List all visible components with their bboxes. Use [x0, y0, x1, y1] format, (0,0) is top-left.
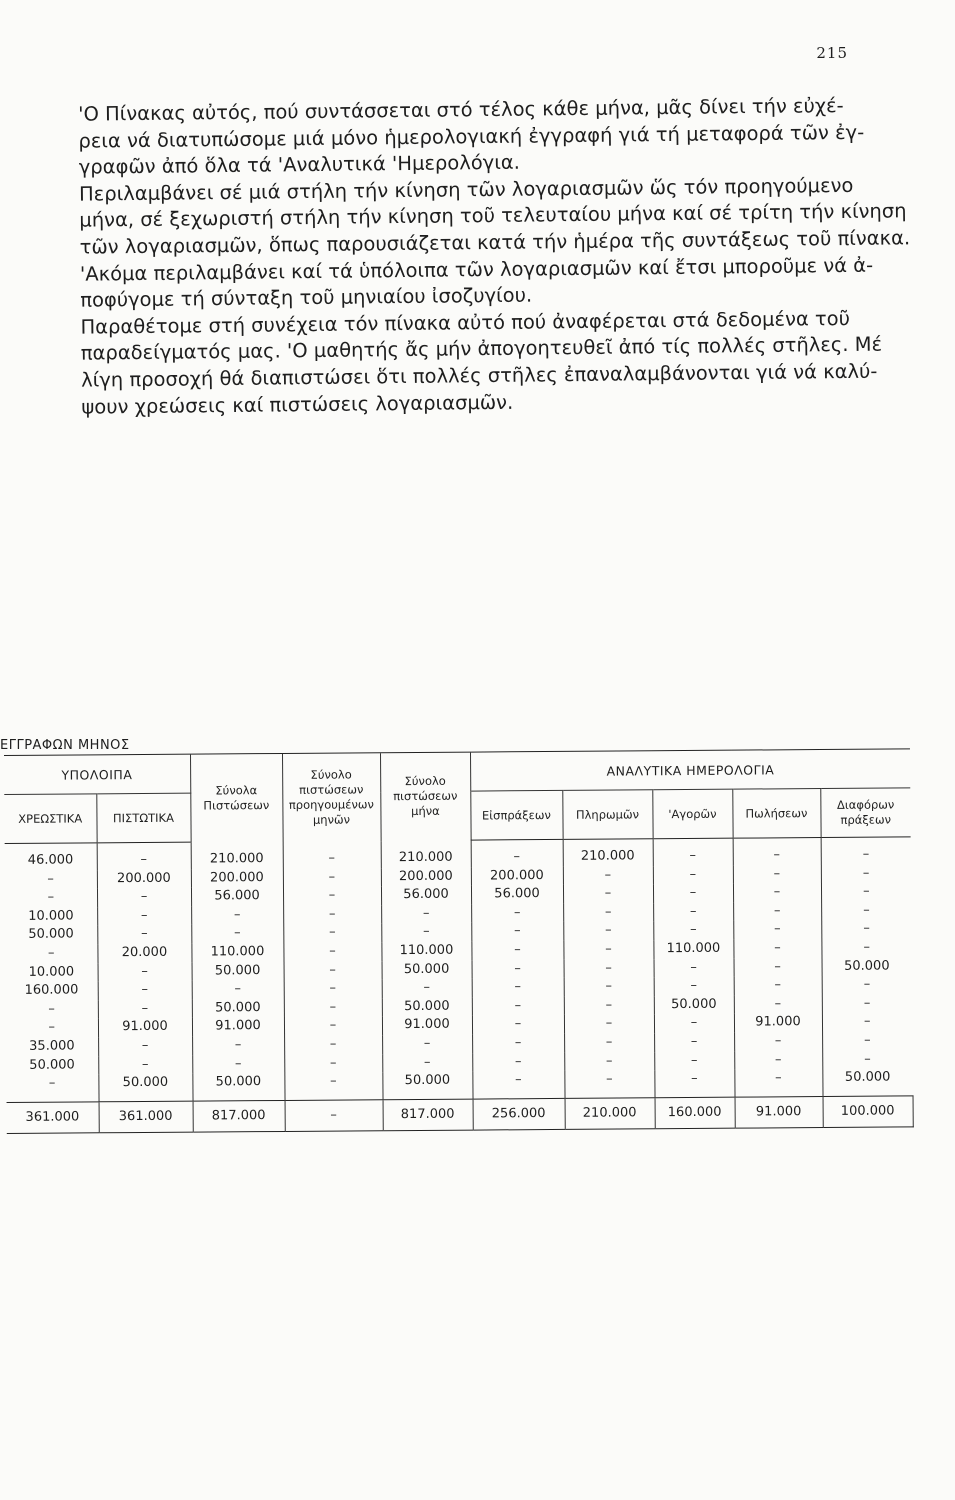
- table-cell: 35.000: [29, 1038, 75, 1054]
- table-cell: 91.000: [382, 1016, 472, 1035]
- table-cell: –: [284, 979, 382, 998]
- table-cell: –: [48, 1075, 56, 1091]
- table-cell: –: [284, 1072, 382, 1100]
- table-cell: –: [472, 997, 564, 1016]
- ledger-table-wrapper: [4, 748, 913, 1133]
- table-cell: –: [47, 945, 55, 961]
- table-cell: 50.000: [822, 957, 912, 976]
- table-cell: –: [382, 1035, 472, 1054]
- header-debits: ΧΡΕΩΣΤΙΚΑ: [4, 794, 96, 844]
- table-cell: 50.000: [822, 1068, 912, 1096]
- table-cell: –: [654, 958, 734, 977]
- total-cell: 91.000: [735, 1096, 823, 1128]
- header-total-credits: Σύνολα Πιστώσεων: [190, 753, 283, 842]
- table-cell: –: [822, 994, 912, 1013]
- table-cell: –: [191, 906, 283, 925]
- table-cell: 50.000: [192, 1073, 284, 1101]
- table-cell: –: [653, 921, 733, 940]
- table-cell: –: [192, 980, 284, 999]
- table-cell: –: [472, 978, 564, 997]
- table-cell: –: [283, 905, 381, 924]
- table-cell: –: [472, 1052, 564, 1071]
- text-line: Περιλαμβάνει σέ μιά στήλη τήν κίνηση τῶν λογαριασμῶν ὥς τόν προηγούμενο: [78, 173, 854, 206]
- table-cell: –: [653, 838, 733, 866]
- header-sales: Πωλήσεων: [732, 789, 820, 839]
- table-cell: –: [471, 941, 563, 960]
- text-line: 'Ακόμα περιλαμβάνει καί τά ὑπόλοιπα τῶν λογαριασμῶν καί ἔτσι μποροῦμε νά ἀ-: [79, 253, 874, 286]
- totals-row: [7, 1096, 913, 1134]
- table-cell: 200.000: [381, 867, 471, 886]
- table-cell: –: [822, 1050, 912, 1069]
- table-cell: –: [734, 1051, 822, 1070]
- total-cell: 361.000: [7, 1102, 99, 1134]
- table-cell: –: [821, 938, 911, 957]
- table-cell: –: [733, 838, 821, 866]
- total-cell: 817.000: [383, 1099, 473, 1131]
- journals-group-header: ΑΝΑΛΥΤΙΚΑ ΗΜΕΡΟΛΟΓΙΑ: [470, 749, 910, 791]
- table-cell: 10.000: [28, 908, 74, 924]
- table-cell: –: [472, 959, 564, 978]
- table-cell: –: [653, 884, 733, 903]
- table-cell: –: [283, 924, 381, 943]
- table-cell: –: [734, 995, 822, 1014]
- table-cell: –: [284, 1017, 382, 1036]
- text-line: ποφύγομε τή σύνταξη τοῦ μηνιαίου ἰσοζυγίου.: [80, 283, 533, 312]
- table-cell: –: [381, 923, 471, 942]
- table-cell: 50.000: [382, 960, 472, 979]
- page-number: 215: [816, 44, 848, 62]
- table-cell: –: [98, 962, 192, 981]
- table-cell: –: [471, 922, 563, 941]
- table-cell: 200.000: [191, 869, 283, 888]
- text-line: μήνα, σέ ξεχωριστή στήλη τήν κίνηση τοῦ τελευταίου μήνα καί σέ τρίτη τήν κίνηση: [79, 199, 907, 233]
- table-cell: –: [471, 839, 563, 867]
- table-cell: –: [733, 939, 821, 958]
- text-line: γραφῶν ἀπό ὅλα τά 'Αναλυτικά 'Ημερολόγια.: [78, 150, 521, 179]
- ledger-body: [5, 837, 913, 1102]
- table-cell: –: [97, 906, 191, 925]
- table-cell: 200.000: [97, 869, 191, 888]
- table-cell: 110.000: [191, 943, 283, 962]
- table-cell: –: [472, 1015, 564, 1034]
- total-cell: –: [285, 1099, 383, 1131]
- table-cell: –: [563, 884, 653, 903]
- text-line: Παραθέτομε στή συνέχεια τόν πίνακα αὐτό πού ἀναφέρεται στά δεδομένα τοῦ: [80, 306, 851, 339]
- table-cell: 91.000: [98, 1018, 192, 1037]
- table-cell: –: [48, 1019, 56, 1036]
- table-cell: –: [821, 864, 911, 883]
- paragraph-1: [50, 92, 911, 182]
- table-cell: –: [192, 1036, 284, 1055]
- table-caption: ΕΓΓΡΑΦΩΝ ΜΗΝΟΣ: [0, 738, 130, 753]
- table-cell: –: [382, 979, 472, 998]
- total-cell: 210.000: [565, 1097, 655, 1129]
- table-cell: –: [98, 999, 192, 1018]
- table-cell: –: [822, 1013, 912, 1032]
- table-cell: 50.000: [28, 926, 74, 943]
- table-cell: –: [821, 883, 911, 902]
- table-cell: –: [654, 977, 734, 996]
- total-cell: 100.000: [823, 1096, 913, 1128]
- table-cell: 110.000: [381, 942, 471, 961]
- table-cell: 210.000: [381, 840, 471, 868]
- body-text: [50, 92, 914, 421]
- header-misc: Διαφόρων πράξεων: [820, 788, 910, 838]
- table-cell: –: [563, 922, 653, 941]
- table-cell: 50.000: [98, 1074, 192, 1102]
- text-line: λίγη προσοχή θά διαπιστώσει ὅτι πολλές στῆλες ἐπαναλαμβάνονται γιά νά καλύ-: [81, 359, 878, 392]
- total-cell: 817.000: [193, 1100, 285, 1132]
- table-cell: –: [471, 904, 563, 923]
- table-cell: –: [822, 1031, 912, 1050]
- table-cell: –: [564, 977, 654, 996]
- table-cell: 50.000: [382, 997, 472, 1016]
- text-line: τῶν λογαριασμῶν, ὅπως παρουσιάζεται κατά τήν ἡμέρα τῆς συντάξεως τοῦ πίνακα.: [79, 226, 911, 259]
- table-cell: –: [563, 866, 653, 885]
- table-cell: 20.000: [97, 944, 191, 963]
- table-cell: 160.000: [24, 982, 79, 999]
- header-purchases: 'Αγορῶν: [652, 789, 732, 839]
- table-cell: 50.000: [192, 999, 284, 1018]
- total-cell: 361.000: [99, 1101, 193, 1133]
- table-cell: –: [284, 1054, 382, 1073]
- table-cell: –: [382, 1053, 472, 1072]
- header-total-credits-previous: Σύνολο πιστώσεων προηγουμένων μηνῶν: [282, 753, 381, 842]
- table-cell: –: [97, 888, 191, 907]
- table-cell: 210.000: [563, 839, 653, 867]
- table-cell: 50.000: [654, 995, 734, 1014]
- table-cell: 50.000: [29, 1057, 75, 1073]
- table-cell: –: [191, 924, 283, 943]
- table-cell: –: [734, 976, 822, 995]
- table-cell: –: [654, 1051, 734, 1070]
- balances-group-header: ΥΠΟΛΟΙΠΑ: [4, 754, 190, 794]
- text-line: 'Ο Πίνακας αὐτός, πού συντάσσεται στό τέλος κάθε μήνα, μᾶς δίνει τήν εὐχέ-: [78, 93, 844, 126]
- table-cell: 56.000: [471, 885, 563, 904]
- total-cell: 160.000: [655, 1097, 735, 1129]
- table-cell: 56.000: [381, 886, 471, 905]
- ledger-table: [4, 748, 913, 1133]
- table-cell: –: [472, 1034, 564, 1053]
- table-cell: –: [822, 976, 912, 995]
- table-cell: 91.000: [192, 1017, 284, 1036]
- table-cell: 56.000: [191, 887, 283, 906]
- table-cell: –: [98, 1055, 192, 1074]
- text-line: παραδείγματός μας. 'Ο μαθητής ἄς μήν ἀπογοητευθεῖ ἀπό τίς πολλές στῆλες. Μέ: [80, 332, 883, 366]
- table-cell: –: [563, 940, 653, 959]
- table-cell: 91.000: [734, 1013, 822, 1032]
- table-cell: –: [734, 958, 822, 977]
- table-cell: 200.000: [471, 867, 563, 886]
- text-line: ρεια νά διατυπώσομε μιά μόνο ἡμερολογιακή ἐγγραφή γιά τή μεταφορά τῶν ἐγ-: [78, 120, 865, 153]
- table-cell: –: [192, 1054, 284, 1073]
- table-cell: –: [733, 902, 821, 921]
- header-credits: ΠΙΣΤΩΤΙΚΑ: [96, 793, 190, 843]
- table-cell: 46.000: [27, 852, 74, 868]
- table-cell: –: [821, 901, 911, 920]
- table-cell: –: [48, 1001, 55, 1017]
- table-cell: –: [564, 1033, 654, 1052]
- table-cell: –: [98, 1037, 192, 1056]
- table-cell: –: [733, 865, 821, 884]
- table-cell: –: [97, 925, 191, 944]
- table-cell: –: [733, 883, 821, 902]
- table-cell: –: [97, 842, 191, 870]
- table-cell: –: [283, 942, 381, 961]
- table-cell: –: [654, 1033, 734, 1052]
- table-cell: –: [653, 902, 733, 921]
- total-cell: 256.000: [473, 1098, 565, 1130]
- table-cell: –: [283, 886, 381, 905]
- table-cell: –: [47, 871, 54, 887]
- table-cell: –: [734, 1069, 822, 1097]
- table-cell: –: [284, 998, 382, 1017]
- header-payments: Πληρωμῶν: [562, 790, 652, 840]
- text-line: ψουν χρεώσεις καί πιστώσεις λογαριασμῶν.: [81, 390, 514, 419]
- paragraph-2: [51, 172, 912, 315]
- table-cell: –: [821, 920, 911, 939]
- table-cell: –: [821, 837, 911, 865]
- table-cell: –: [733, 920, 821, 939]
- table-cell: –: [283, 841, 381, 869]
- table-cell: 210.000: [191, 841, 283, 869]
- table-cell: 50.000: [382, 1072, 472, 1100]
- table-cell: –: [284, 961, 382, 980]
- table-cell: –: [734, 1032, 822, 1051]
- table-cell: –: [47, 889, 55, 905]
- table-cell: –: [472, 1071, 564, 1099]
- table-cell: –: [564, 1052, 654, 1071]
- paragraph-3: [52, 305, 913, 421]
- table-cell: –: [98, 981, 192, 1000]
- table-cell: –: [283, 868, 381, 887]
- table-cell: 10.000: [28, 964, 75, 980]
- table-cell: –: [654, 1070, 734, 1098]
- table-cell: –: [381, 904, 471, 923]
- table-cell: –: [564, 1070, 654, 1098]
- header-total-credits-month: Σύνολο πιστώσεων μήνα: [380, 752, 471, 841]
- header-receipts: Εἰσπράξεων: [470, 790, 562, 840]
- table-cell: 50.000: [192, 962, 284, 981]
- table-cell: –: [654, 1014, 734, 1033]
- table-cell: –: [564, 996, 654, 1015]
- table-cell: –: [564, 1015, 654, 1034]
- table-cell: –: [284, 1035, 382, 1054]
- table-cell: –: [653, 865, 733, 884]
- table-cell: –: [563, 903, 653, 922]
- table-cell: 110.000: [653, 940, 733, 959]
- table-cell: –: [564, 959, 654, 978]
